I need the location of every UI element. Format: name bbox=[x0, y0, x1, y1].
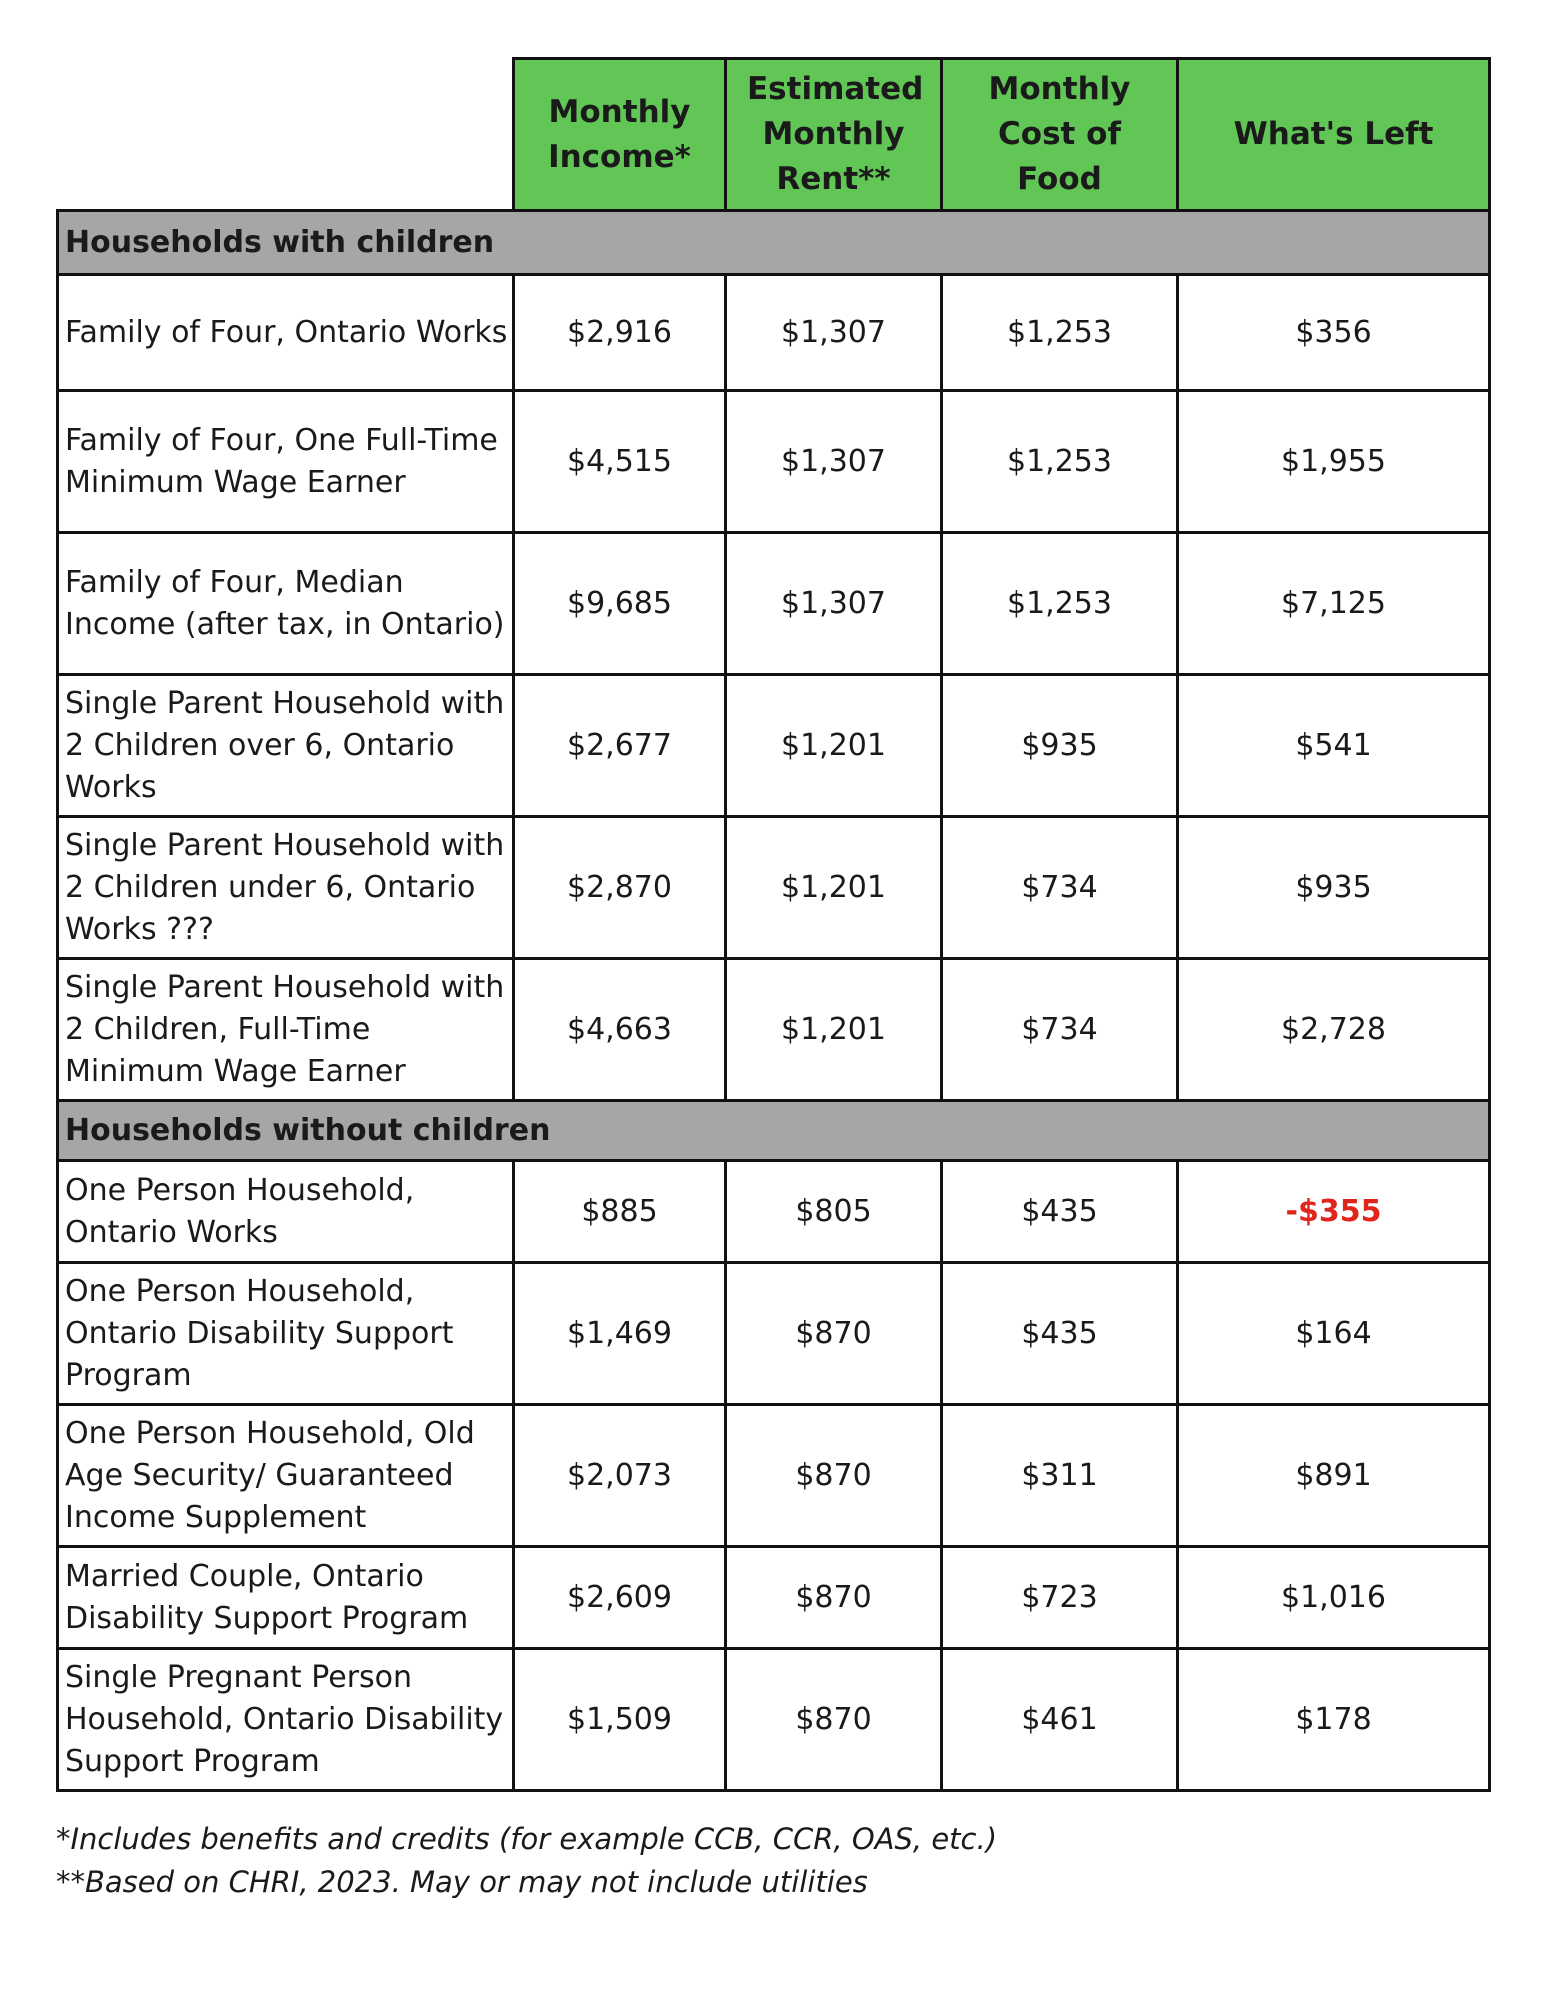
whats-left-cell: $356 bbox=[1178, 275, 1490, 391]
table-row bbox=[58, 817, 1490, 959]
food-cell: $311 bbox=[942, 1405, 1178, 1547]
table-row bbox=[58, 391, 1490, 533]
whats-left-cell: $1,955 bbox=[1178, 391, 1490, 533]
header-estimated-rent: Estimated Monthly Rent** bbox=[726, 59, 942, 211]
food-cell: $734 bbox=[942, 817, 1178, 959]
whats-left-cell: $7,125 bbox=[1178, 533, 1490, 675]
table-row bbox=[58, 1263, 1490, 1405]
table-row bbox=[58, 1547, 1490, 1649]
household-label: One Person Household, Old Age Security/ Guaranteed Income Supplement bbox=[58, 1405, 514, 1547]
household-label: Family of Four, Ontario Works bbox=[58, 275, 514, 391]
food-cell: $1,253 bbox=[942, 391, 1178, 533]
income-cell: $2,677 bbox=[514, 675, 726, 817]
income-cell: $4,663 bbox=[514, 959, 726, 1101]
section-row bbox=[58, 211, 1490, 275]
income-cell: $2,609 bbox=[514, 1547, 726, 1649]
food-cell: $723 bbox=[942, 1547, 1178, 1649]
footnote-rent: **Based on CHRI, 2023. May or may not include utilities bbox=[56, 1865, 868, 1899]
household-label: Single Parent Household with 2 Children under 6, Ontario Works ??? bbox=[58, 817, 514, 959]
income-cell: $4,515 bbox=[514, 391, 726, 533]
food-cell: $435 bbox=[942, 1161, 1178, 1263]
food-cell: $935 bbox=[942, 675, 1178, 817]
header-blank-cell bbox=[58, 59, 514, 211]
household-label: Married Couple, Ontario Disability Support Program bbox=[58, 1547, 514, 1649]
household-label: One Person Household, Ontario Works bbox=[58, 1161, 514, 1263]
section-row bbox=[58, 1101, 1490, 1161]
footnotes bbox=[56, 1818, 1488, 1904]
income-cell: $2,916 bbox=[514, 275, 726, 391]
rent-cell: $1,201 bbox=[726, 959, 942, 1101]
household-label: Single Parent Household with 2 Children, Full-Time Minimum Wage Earner bbox=[58, 959, 514, 1101]
rent-cell: $1,307 bbox=[726, 275, 942, 391]
food-cell: $461 bbox=[942, 1649, 1178, 1791]
rent-cell: $805 bbox=[726, 1161, 942, 1263]
whats-left-cell: $891 bbox=[1178, 1405, 1490, 1547]
rent-cell: $1,201 bbox=[726, 817, 942, 959]
table-row bbox=[58, 533, 1490, 675]
household-label: Single Pregnant Person Household, Ontario Disability Support Program bbox=[58, 1649, 514, 1791]
rent-cell: $1,307 bbox=[726, 391, 942, 533]
rent-cell: $1,307 bbox=[726, 533, 942, 675]
income-cell: $9,685 bbox=[514, 533, 726, 675]
rent-cell: $870 bbox=[726, 1263, 942, 1405]
rent-cell: $870 bbox=[726, 1547, 942, 1649]
income-cell: $885 bbox=[514, 1161, 726, 1263]
rent-cell: $870 bbox=[726, 1405, 942, 1547]
header-food-cost: Monthly Cost of Food bbox=[942, 59, 1178, 211]
whats-left-cell: $541 bbox=[1178, 675, 1490, 817]
food-cell: $734 bbox=[942, 959, 1178, 1101]
whats-left-cell: -$355 bbox=[1178, 1161, 1490, 1263]
whats-left-cell: $1,016 bbox=[1178, 1547, 1490, 1649]
header-row bbox=[58, 59, 1490, 211]
whats-left-cell: $164 bbox=[1178, 1263, 1490, 1405]
income-cell: $1,509 bbox=[514, 1649, 726, 1791]
table-row bbox=[58, 1161, 1490, 1263]
table-row bbox=[58, 1405, 1490, 1547]
household-label: Family of Four, Median Income (after tax, in Ontario) bbox=[58, 533, 514, 675]
income-cell: $2,870 bbox=[514, 817, 726, 959]
section-title: Households without children bbox=[58, 1101, 1490, 1161]
header-monthly-income: Monthly Income* bbox=[514, 59, 726, 211]
table-row bbox=[58, 675, 1490, 817]
rent-cell: $870 bbox=[726, 1649, 942, 1791]
household-label: Single Parent Household with 2 Children over 6, Ontario Works bbox=[58, 675, 514, 817]
table-row bbox=[58, 1649, 1490, 1791]
footnote-income: *Includes benefits and credits (for example CCB, CCR, OAS, etc.) bbox=[56, 1822, 998, 1856]
income-cell: $1,469 bbox=[514, 1263, 726, 1405]
whats-left-cell: $935 bbox=[1178, 817, 1490, 959]
whats-left-cell: $2,728 bbox=[1178, 959, 1490, 1101]
cost-comparison-table bbox=[56, 57, 1491, 1792]
household-label: One Person Household, Ontario Disability Support Program bbox=[58, 1263, 514, 1405]
rent-cell: $1,201 bbox=[726, 675, 942, 817]
table-row bbox=[58, 275, 1490, 391]
header-whats-left: What's Left bbox=[1178, 59, 1490, 211]
income-cell: $2,073 bbox=[514, 1405, 726, 1547]
table-row bbox=[58, 959, 1490, 1101]
food-cell: $1,253 bbox=[942, 533, 1178, 675]
food-cell: $435 bbox=[942, 1263, 1178, 1405]
whats-left-cell: $178 bbox=[1178, 1649, 1490, 1791]
household-label: Family of Four, One Full-Time Minimum Wage Earner bbox=[58, 391, 514, 533]
section-title: Households with children bbox=[58, 211, 1490, 275]
food-cell: $1,253 bbox=[942, 275, 1178, 391]
